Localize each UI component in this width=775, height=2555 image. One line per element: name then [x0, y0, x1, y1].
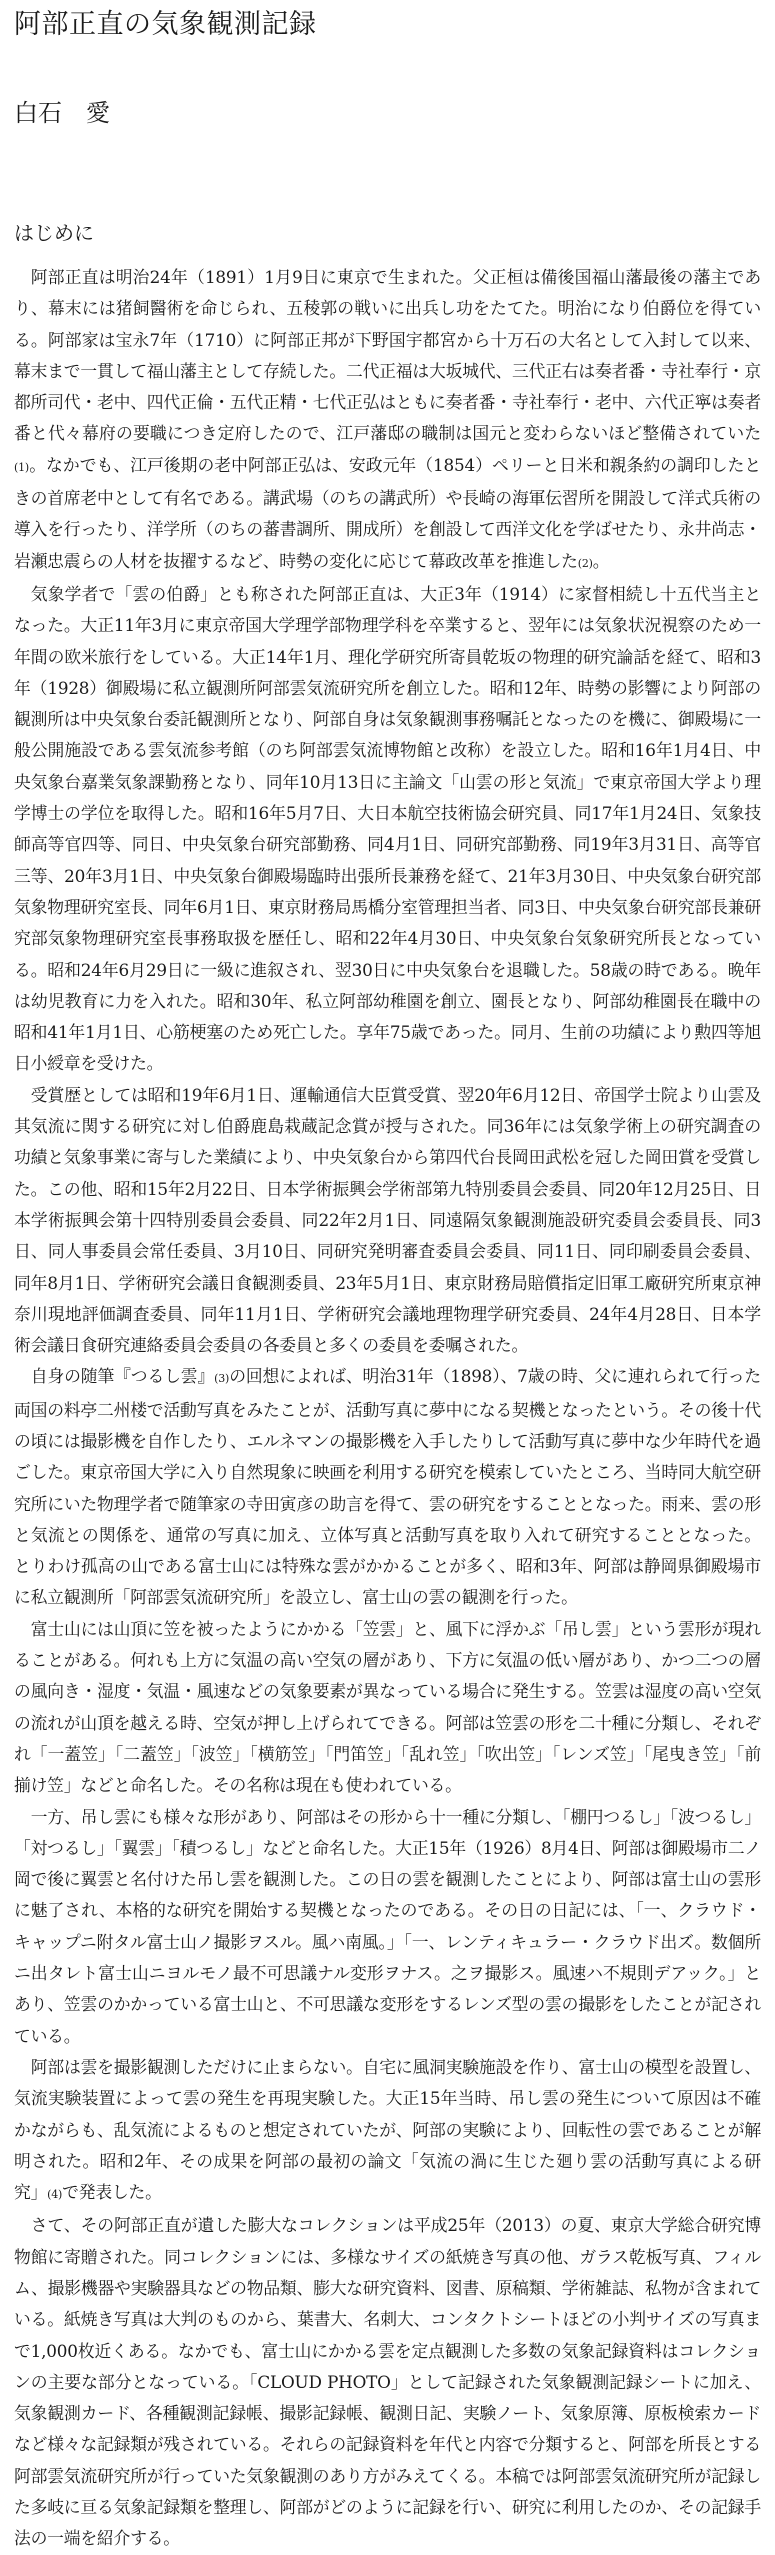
body-paragraph [14, 262, 761, 579]
paragraph-text: 阿部正直は明治24年（1891）1月9日に東京で生まれた。父正桓は備後国福山藩最後の藩主であり、幕末には猪飼醫術を命じられ、五稜郭の戦いに出兵し功をたてた。明治になり伯爵位を得ている。阿部家は宝永7年（1710）に阿部正邦が下野国宇都宮から十万石の大名として入封して以来、幕末まで一貫して福山藩主として存続した。二代正福は大坂城代、三代正右は奏者番・寺社奉行・京都所司代・老中、四代正倫・五代正精・七代正弘はともに奏者番・寺社奉行・老中、六代正寧は奏者番と代々幕府の要職につき定府したので、江戸藩邸の職制は国元と変わらないほど整備されていた [14, 267, 761, 444]
body-paragraph [14, 1080, 761, 1362]
author-name: 白石 愛 [14, 99, 110, 127]
paragraph-text: 富士山には山頂に笠を被ったようにかかる「笠雲」と、風下に浮かぶ「吊し雲」という雲形が現れることがある。何れも上方に気温の高い空気の層があり、下方に気温の低い層があり、かつ二つの層の風向き・湿度・気温・風速などの気象要素が異なっている場合に発生する。笠雲は湿度の高い空気の流れが山頂を越える時、空気が押し上げられてできる。阿部は笠雲の形を二十種に分類し、それぞれ「一蓋笠」「二蓋笠」「波笠」「横筋笠」「門笛笠」「乱れ笠」「吹出笠」「レンズ笠」「尾曳き笠」「前揃け笠」などと命名した。その名称は現在も使われている。 [14, 1618, 761, 1796]
footnote-ref: (4) [47, 2188, 63, 2202]
footnote-ref: (2) [577, 556, 593, 570]
body-paragraph [14, 1614, 761, 1802]
paragraph-text: 。 [592, 550, 610, 571]
body-paragraph [14, 2210, 761, 2554]
paragraph-text: で発表した。 [62, 2182, 162, 2203]
section-heading: はじめに [14, 221, 94, 245]
footnote-ref: (3) [214, 1372, 230, 1386]
paragraph-text: さて、その阿部正直が遺した膨大なコレクションは平成25年（2013）の夏、東京大学総合研究博物館に寄贈された。同コレクションには、多様なサイズの紙焼き写真の他、ガラス乾板写真、フィルム、撮影機器や実験器具などの物品類、膨大な研究資料、図書、原稿類、学術雑誌、私物が含まれている。紙焼き写真は大判のものから、葉書大、名刺大、コンタクトシートほどの小判サイズの写真まで1,000枚近くある。なかでも、富士山にかかる雲を定点観測した多数の気象記録資料はコレクションの主要な部分となっている。「CLOUD PHOTO」として記録された気象観測記録シートに加え、気象観測カード、各種観測記録帳、撮影記録帳、観測日記、実験ノート、気象原簿、原板検索カードなど様々な記録類が残されている。それらの記録資料を年代と内容で分類すると、阿部を所長とする阿部雲気流研究所が行っていた気象観測のあり方がみえてくる。本稿では阿部雲気流研究所が記録した多岐に亘る気象記録類を整理し、阿部がどのように記録を行い、研究に利用したのか、その記録手法の一端を紹介する。 [14, 2215, 761, 2549]
paragraph-text: 阿部は雲を撮影観測しただけに止まらない。自宅に風洞実験施設を作り、富士山の模型を設置し、気流実験装置によって雲の発生を再現実験した。大正15年当時、吊し雲の発生について原因は不確かながらも、乱気流によるものと想定されていたが、阿部の実験により、回転性の雲であることが解明された。昭和2年、その成果を阿部の最初の論文「気流の渦に生じた廻り雲の活動写真による研究」 [14, 2056, 761, 2203]
footnote-ref: (1) [14, 460, 29, 474]
article-body [14, 262, 761, 2555]
paragraph-text: 一方、吊し雲にも様々な形があり、阿部はその形から十一種に分類し、「棚円つるし」「波つるし」「対つるし」「翼雲」「積つるし」などと命名した。大正15年（1926）8月4日、阿部は御殿場市二ノ岡で後に翼雲と名付けた吊し雲を観測した。この日の雲を観測したことにより、阿部は富士山の雲形に魅了され、本格的な研究を開始する契機となったのである。その日の日記には、「一、クラウド・キャップニ附タル富士山ノ撮影ヲスル。風ハ南風。」「一、レンティキュラー・クラウド出ズ。数個所ニ出タレト富士山ニヨルモノ最不可思議ナル変形ヲナス。之ヲ撮影ス。風速ハ不規則デアック。」とあり、笠雲のかかっている富士山と、不可思議な変形をするレンズ型の雲の撮影をしたことが記されている。 [14, 1806, 761, 2046]
paragraph-text: の回想によれば、明治31年（1898）、7歳の時、父に連れられて行った両国の料亭二州楼で活動写真をみたことが、活動写真に夢中になる契機となったという。その後十代の頃には撮影機を自作したり、エルネマンの撮影機を入手したりして活動写真に夢中な少年時代を過ごした。東京帝国大学に入り自然現象に映画を利用する研究を模索していたところ、当時同大航空研究所にいた物理学者で随筆家の寺田寅彦の助言を得て、雲の研究をすることとなった。雨来、雲の形と気流との関係を、通常の写真に加え、立体写真と活動写真を取り入れて研究することとなった。とりわけ孤高の山である富士山には特殊な雲がかかることが多く、昭和3年、阿部は静岡県御殿場市に私立観測所「阿部雲気流研究所」を設立し、富士山の雲の観測を行った。 [14, 1366, 761, 1608]
paragraph-text: 受賞歴としては昭和19年6月1日、運輸通信大臣賞受賞、翌20年6月12日、帝国学士院より山雲及其気流に関する研究に対し伯爵鹿島栽蔵記念賞が授与された。同36年には気象学術上の研究調査の功績と気象事業に寄与した業績により、中央気象台から第四代台長岡田武松を冠した岡田賞を受賞した。この他、昭和15年2月22日、日本学術振興会学術部第九特別委員会委員、同20年12月25日、日本学術振興会第十四特別委員会委員、同22年2月1日、同遠隔気象観測施設研究委員会委員長、同3日、同人事委員会常任委員、3月10日、同研究発明審査委員会委員、同11日、同印刷委員会委員、同年8月1日、学術研究会議日食観測委員、23年5月1日、東京財務局賠償指定旧軍工廠研究所東京神奈川現地評価調査委員、同年11月1日、学術研究会議地理物理学研究委員、24年4月28日、日本学術会議日食研究連絡委員会委員の各委員と多くの委員を委嘱された。 [14, 1084, 761, 1356]
body-paragraph [14, 1361, 761, 1613]
paragraph-text: 。なかでも、江戸後期の老中阿部正弘は、安政元年（1854）ペリーと日米和親条約の調印したときの首席老中として有名である。講武場（のちの講武所）や長崎の海軍伝習所を開設して洋式兵術の導入を行ったり、洋学所（のちの蕃書調所、開成所）を創設して西洋文化を学ばせたり、永井尚志・岩瀬忠震らの人材を抜擢するなど、時勢の変化に応じて幕政改革を推進した [14, 454, 761, 571]
paragraph-text: 自身の随筆『つるし雲』 [30, 1366, 215, 1387]
body-paragraph [14, 579, 761, 1080]
article-title: 阿部正直の気象観測記録 [14, 9, 317, 40]
paragraph-text: 気象学者で「雲の伯爵」とも称された阿部正直は、大正3年（1914）に家督相続し十五代当主となった。大正11年3月に東京帝国大学理学部物理学科を卒業すると、翌年には気象状況視察のため一年間の欧米旅行をしている。大正14年1月、理化学研究所寄員乾坂の物理的研究論話を経て、昭和3年（1928）御殿場に私立観測所阿部雲気流研究所を創立した。昭和12年、時勢の影響により阿部の観測所は中央気象台委託観測所となり、阿部自身は気象観測事務嘱託となったのを機に、御殿場に一般公開施設である雲気流参考館（のち阿部雲気流博物館と改称）を設立した。昭和16年1月4日、中央気象台嘉業気象課勤務となり、同年10月13日に主論文「山雲の形と気流」で東京帝国大学より理学博士の学位を取得した。昭和16年5月7日、大日本航空技術協会研究員、同17年1月24日、気象技師高等官四等、同日、中央気象台研究部勤務、同4月1日、同研究部勤務、同19年3月31日、高等官三等、20年3月1日、中央気象台御殿場臨時出張所長兼務を経て、21年3月30日、中央気象台研究部気象物理研究室長、同年6月1日、東京財務局馬橋分室管理担当者、同3日、中央気象台研究部長兼研究部気象物理研究室長事務取扱を歴任し、昭和22年4月30日、中央気象台気象研究所長となっている。昭和24年6月29日に一級に進叙され、翌30日に中央気象台を退職した。58歳の時である。晩年は幼児教育に力を入れた。昭和30年、私立阿部幼稚園を創立、園長となり、阿部幼稚園長在職中の昭和41年1月1日、心筋梗塞のため死亡した。享年75歳であった。同月、生前の功績により勲四等旭日小綬章を受けた。 [14, 583, 761, 1074]
body-paragraph [14, 1802, 761, 2052]
body-paragraph [14, 2052, 761, 2210]
